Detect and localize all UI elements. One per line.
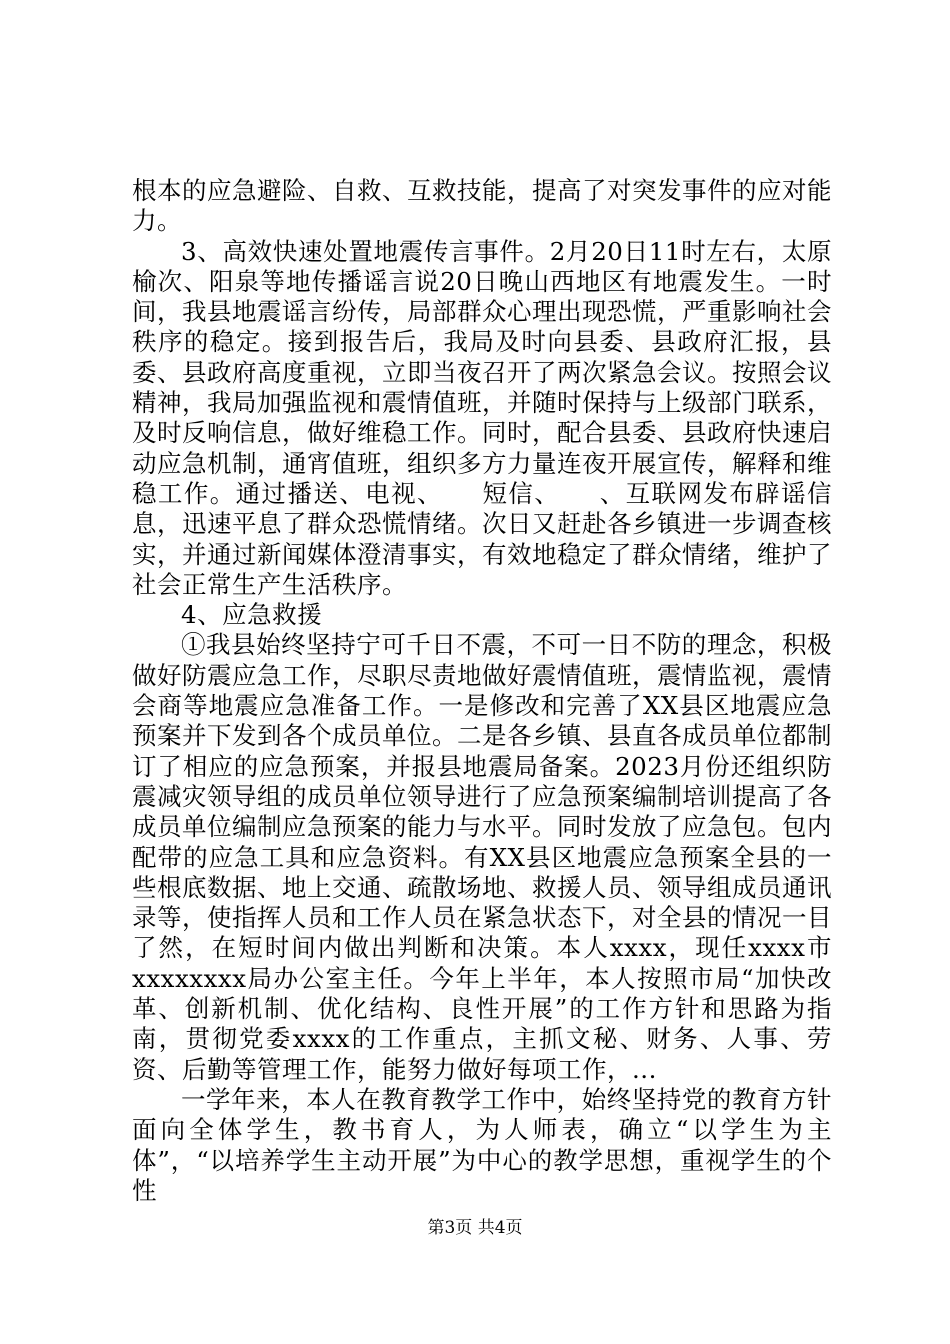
paragraph-continuation: 根本的应急避险、自救、互救技能，提高了对突发事件的应对能力。	[132, 176, 832, 236]
paragraph-rumor-handling: 3、高效快速处置地震传言事件。2月20日11时左右，太原榆次、阳泉等地传播谣言说20日晚山西地区有地震发生。一时间，我县地震谣言纷传，局部群众心理出现恐慌，严重影响社会秩序的稳定。接到报告后，我局及时向县委、县政府汇报，县委、县政府高度重视，立即当夜召开了两次紧急会议。按照会议精神，我局加强监视和震情值班，并随时保持与上级部门联系，及时反响信息，做好维稳工作。同时，配合县委、县政府快速启动应急机制，通宵值班，组织多方力量连夜开展宣传，解释和维稳工作。通过播送、电视、 短信、 、互联网发布辟谣信息，迅速平息了群众恐慌情绪。次日又赶赴各乡镇进一步调查核实，并通过新闻媒体澄清事实，有效地稳定了群众情绪，维护了社会正常生产生活秩序。	[132, 236, 832, 599]
document-body	[132, 176, 832, 1206]
paragraph-teaching-summary: 一学年来，本人在教育教学工作中，始终坚持党的教育方针面向全体学生，教书育人，为人师表，确立“以学生为主体”，“以培养学生主动开展”为中心的教学思想，重视学生的个性	[132, 1084, 832, 1205]
paragraph-emergency-preparedness: ①我县始终坚持宁可千日不震，不可一日不防的理念，积极做好防震应急工作，尽职尽责地做好震情值班，震情监视，震情会商等地震应急准备工作。一是修改和完善了XX县区地震应急预案并下发到各个成员单位。二是各乡镇、县直各成员单位都制订了相应的应急预案，并报县地震局备案。2023月份还组织防震减灾领导组的成员单位领导进行了应急预案编制培训提高了各成员单位编制应急预案的能力与水平。同时发放了应急包。包内配带的应急工具和应急资料。有XX县区地震应急预案全县的一些根底数据、地上交通、疏散场地、救援人员、领导组成员通讯录等，使指挥人员和工作人员在紧急状态下，对全县的情况一目了然，在短时间内做出判断和决策。本人xxxx，现任xxxx市xxxxxxxx局办公室主任。今年上半年，本人按照市局“加快改革、创新机制、优化结构、良性开展”的工作方针和思路为指南，贯彻党委xxxx的工作重点，主抓文秘、财务、人事、劳资、后勤等管理工作，能努力做好每项工作，...	[132, 630, 832, 1084]
page-footer: 第3页 共4页	[427, 1218, 523, 1238]
paragraph-heading-emergency-rescue: 4、应急救援	[181, 600, 323, 630]
